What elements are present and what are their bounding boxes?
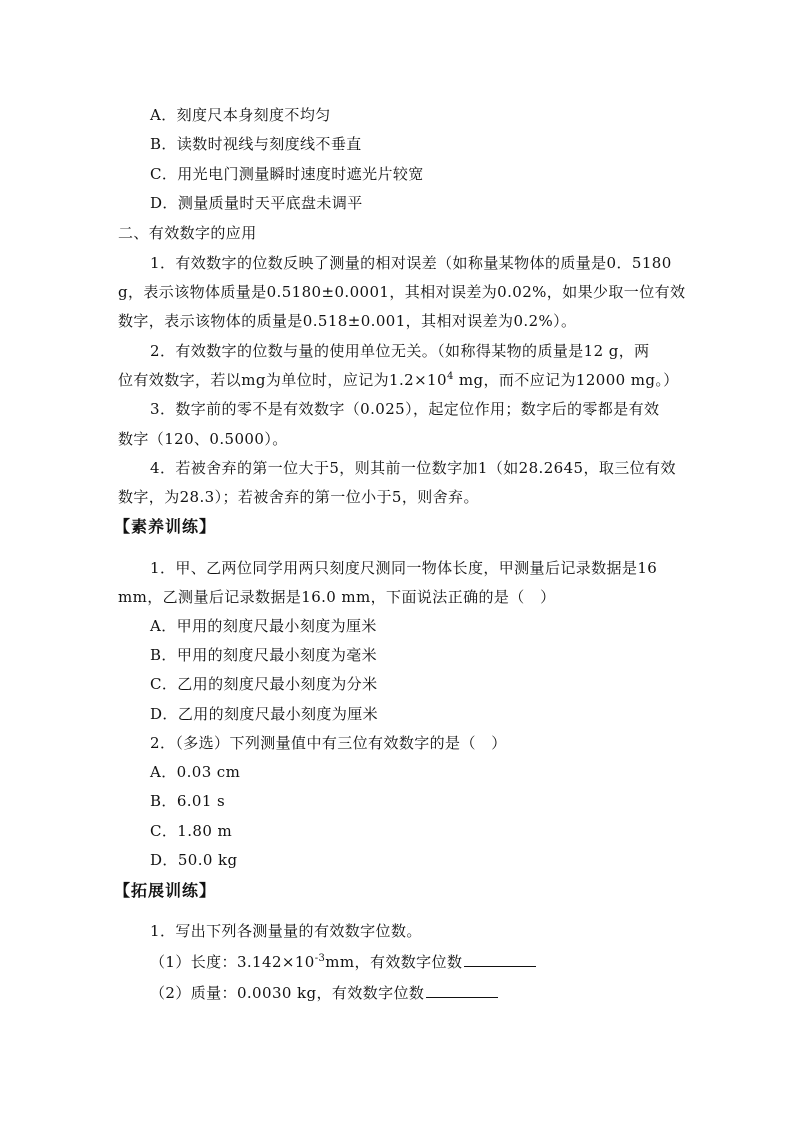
paragraph-text: mg，而不应记为12000 mg。） [453,371,679,389]
choice-a: A．甲用的刻度尺最小刻度为厘米 [150,617,377,635]
exponent: 4 [446,371,454,382]
option-d-text: D．测量质量时天平底盘未调平 [150,194,363,212]
question-line: 1．写出下列各测量量的有效数字位数。 [150,922,422,940]
choice-d: D．乙用的刻度尺最小刻度为厘米 [150,705,379,723]
paragraph-line: 3．数字前的零不是有效数字（0.025），起定位作用；数字后的零都是有效 [150,400,660,418]
option-a-text: A．刻度尺本身刻度不均匀 [150,106,331,124]
option-c-text: C．用光电门测量瞬时速度时遮光片较宽 [150,165,424,183]
paragraph-line: 数字（120、0.5000）。 [118,430,288,448]
answer-blank[interactable] [464,952,536,967]
choice-d: D．50.0 kg [150,851,238,869]
choice-c: C．1.80 m [150,822,233,840]
training-heading: 【素养训练】 [114,517,217,536]
exponent: -3 [314,953,326,964]
choice-b: B．6.01 s [150,792,226,810]
paragraph-line: g，表示该物体质量是0.5180±0.0001，其相对误差为0.02%，如果少取一位有效 [118,283,686,301]
paragraph-text: 位有效数字，若以mg为单位时，应记为1.2×10 [118,371,447,389]
item-text: mm，有效数字位数 [325,953,463,971]
fill-in-line [150,982,498,1004]
choice-b: B．甲用的刻度尺最小刻度为毫米 [150,646,378,664]
paragraph-line: 2．有效数字的位数与量的使用单位无关。（如称得某物的质量是12 g，两 [150,342,650,360]
item-text: （2）质量：0.0030 kg，有效数字位数 [150,984,425,1002]
choice-c: C．乙用的刻度尺最小刻度为分米 [150,675,378,693]
fill-in-line [150,951,536,973]
paragraph-line: 数字，表示该物体的质量是0.518±0.001，其相对误差为0.2%）。 [118,312,577,330]
option-b-text: B．读数时视线与刻度线不垂直 [150,135,362,153]
question-line: 1．甲、乙两位同学用两只刻度尺测同一物体长度，甲测量后记录数据是16 [150,559,658,577]
section-heading: 二、有效数字的应用 [118,224,257,242]
choice-a: A．0.03 cm [150,763,241,781]
item-text: （1）长度：3.142×10 [150,953,315,971]
extension-heading: 【拓展训练】 [114,881,217,900]
paragraph-line: 4．若被舍弃的第一位大于5，则其前一位数字加1（如28.2645，取三位有效 [150,459,676,477]
paragraph-line: 数字，为28.3）；若被舍弃的第一位小于5，则舍弃。 [118,488,479,506]
paragraph-line [118,369,679,391]
question-line: mm，乙测量后记录数据是16.0 mm，下面说法正确的是（ ） [118,588,556,606]
question-line: 2．（多选）下列测量值中有三位有效数字的是（ ） [150,734,507,752]
answer-blank[interactable] [426,983,498,998]
paragraph-line: 1．有效数字的位数反映了测量的相对误差（如称量某物体的质量是0．5180 [150,254,672,272]
